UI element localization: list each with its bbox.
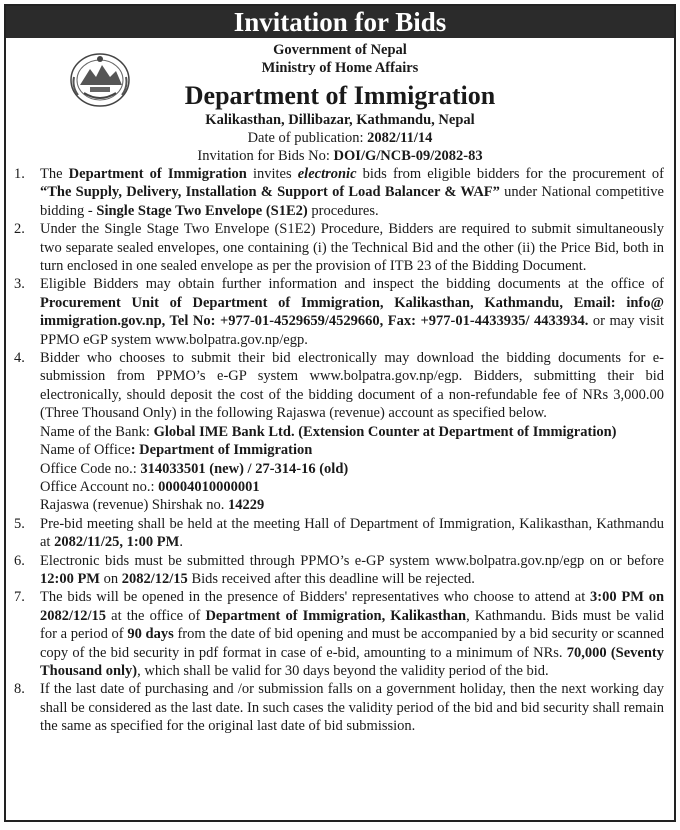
list-item: 1. The Department of Immigration invites electronic bids from eligible bidders for the procurement of “The Supply, Delivery, Installation & Support of Load Balancer & WAF” under National competitive bidding - Single Stage Two Envelope (S1E2) procedures. — [14, 166, 664, 219]
list-item: 5. Pre-bid meeting shall be held at the meeting Hall of Department of Immigration, Kalikasthan, Kathmandu at 2082/11/25, 1:00 PM. — [14, 515, 664, 551]
bank-name-line: Name of the Bank: Global IME Bank Ltd. (Extension Counter at Department of Immigration) — [40, 423, 617, 440]
government-name: Government of Nepal — [273, 42, 407, 58]
ministry-name: Ministry of Home Affairs — [261, 60, 419, 76]
list-item: 4. Bidder who chooses to submit their bid electronically may download the bidding documents for e-submission from PPMO’s e-GP system www.bolpatra.gov.np/egp. Bidders, submitting their bid electronically, should deposit the cost of the bidding document of a non-refundable fee of NRs 3,000.00 (Three Thousand Only) in the following Rajaswa (revenue) account as specified below. Name of the Bank: Global IME Bank Ltd. (Extension Counter at Department of Immigration) Name of Office: Department of Immigration Office Code no.: 314033501 (new) / 27-314-16 (old) Office Account no.: 00004010000001 Rajaswa (revenue) Shirshak no. 14229 — [14, 350, 664, 514]
list-item: 3. Eligible Bidders may obtain further information and inspect the bidding documents at the office of Procurement Unit of Department of Immigration, Kalikasthan, Kathmandu, Email: info@ immigration.gov.np, Tel No: +977-01-4529659/4529660, Fax: +977-01-4433935/ 4433934. or may visit PPMO eGP system www.bolpatra.gov.np/egp. — [14, 276, 665, 348]
rajaswa-line: Rajaswa (revenue) Shirshak no. 14229 — [40, 497, 265, 514]
ifb-number-line: Invitation for Bids No: DOI/G/NCB-09/2082-83 — [197, 148, 483, 164]
publication-date-line: Date of publication: 2082/11/14 — [247, 130, 433, 146]
list-item: 7. The bids will be opened in the presence of Bidders' representatives who choose to attend at 3:00 PM on 2082/12/15 at the office of Department of Immigration, Kalikasthan, Kathmandu. Bids must be valid for a period of 90 days from the date of bid opening and must be accompanied by a bid security or scanned copy of the bid security in pdf format in case of e-bid, amounting to a minimum of NRs. 70,000 (Seventy Thousand only), which shall be valid for 30 days beyond the validity period of the bid. — [14, 589, 665, 679]
bid-conditions-list — [6, 165, 674, 736]
ifb-number: DOI/G/NCB-09/2082-83 — [333, 148, 483, 164]
notice-header — [6, 41, 674, 165]
office-code-line: Office Code no.: 314033501 (new) / 27-314-16 (old) — [40, 460, 349, 477]
notice-page — [4, 4, 676, 822]
department-address: Kalikasthan, Dillibazar, Kathmandu, Nepal — [205, 112, 475, 128]
office-account-line: Office Account no.: 00004010000001 — [40, 478, 260, 495]
nepal-emblem-icon — [68, 47, 132, 109]
office-name-line: Name of Office: Department of Immigration — [40, 442, 313, 459]
list-item: 6. Electronic bids must be submitted through PPMO’s e-GP system www.bolpatra.gov.np/egp on or before 12:00 PM on 2082/12/15 Bids received after this deadline will be rejected. — [14, 552, 664, 587]
list-item: 2. Under the Single Stage Two Envelope (S1E2) Procedure, Bidders are required to submit simultaneously two separate sealed envelopes, one containing (i) the Technical Bid and the other (ii) the Price Bid, both in turn enclosed in one sealed envelope as per the provision of ITB 23 of the Bidding Document. — [14, 221, 664, 275]
list-item: 8. If the last date of purchasing and /or submission falls on a government holiday, then the next working day shall be considered as the last date. In such cases the validity period of the bid and bid security shall remain the same as specified for the original last date of bid submission. — [14, 681, 664, 735]
department-name: Department of Immigration — [184, 81, 496, 110]
contact-info: Procurement Unit of Department of Immigration, Kalikasthan, Kathmandu, Email: info@ immigration.gov.np, Tel No: +977-01-4529659/4529660, Fax: +977-01-4433935/ 4433934. — [40, 294, 664, 330]
banner-title: Invitation for Bids — [6, 6, 674, 38]
publication-date: 2082/11/14 — [367, 130, 433, 146]
